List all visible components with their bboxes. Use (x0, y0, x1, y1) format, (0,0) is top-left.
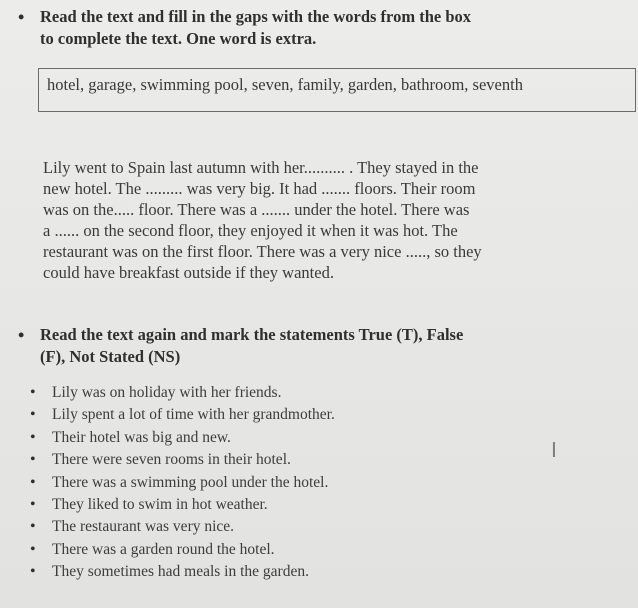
bullet-icon: • (30, 518, 36, 536)
passage-line: Lily went to Spain last autumn with her.......... . They stayed in the (43, 158, 479, 177)
passage-line: could have breakfast outside if they wanted. (43, 263, 334, 282)
statement-item (30, 382, 450, 404)
passage-line: a ...... on the second floor, they enjoyed it when it was hot. The (43, 221, 458, 240)
statement-item (30, 561, 450, 583)
text-cursor-icon: I (551, 438, 557, 462)
statement-text: Lily was on holiday with her friends. (52, 384, 282, 401)
passage-line: was on the..... floor. There was a ....... under the hotel. There was (43, 200, 470, 219)
statement-item (30, 494, 450, 516)
bullet-icon: • (30, 473, 36, 491)
passage-line: restaurant was on the first floor. There was a very nice ....., so they (43, 242, 482, 261)
task2-instruction-line1: Read the text again and mark the statements True (T), False (40, 325, 464, 344)
statement-text: There was a swimming pool under the hotel. (52, 473, 329, 491)
bullet-icon: • (30, 540, 36, 558)
statement-item (30, 539, 450, 561)
statement-text: There was a garden round the hotel. (52, 540, 275, 558)
statement-item (30, 472, 450, 494)
task1-bullet: • (18, 7, 25, 27)
statement-item (30, 449, 450, 471)
task2-instruction-line2: (F), Not Stated (NS) (40, 347, 181, 366)
statement-text: The restaurant was very nice. (52, 518, 235, 536)
word-box: hotel, garage, swimming pool, seven, family, garden, bathroom, seventh (38, 68, 636, 112)
bullet-icon: • (30, 406, 36, 424)
bullet-icon: • (30, 384, 36, 401)
task2-bullet: • (18, 325, 25, 345)
statements-list (30, 382, 450, 584)
statement-text: Lily spent a lot of time with her grandmother. (52, 406, 335, 424)
gap-fill-passage (43, 157, 563, 283)
statement-text: They sometimes had meals in the garden. (52, 563, 309, 581)
bullet-icon: • (30, 451, 36, 469)
statement-text: They liked to swim in hot weather. (52, 496, 268, 514)
bullet-icon: • (30, 563, 36, 581)
statement-item (30, 427, 450, 449)
statement-item (30, 404, 450, 426)
statement-text: There were seven rooms in their hotel. (52, 451, 291, 469)
task1-instruction-line2: to complete the text. One word is extra. (40, 29, 317, 48)
statement-item (30, 516, 450, 538)
bullet-icon: • (30, 428, 36, 446)
bullet-icon: • (30, 496, 36, 514)
passage-line: new hotel. The ......... was very big. It had ....... floors. Their room (43, 179, 476, 198)
task1-instruction-line1: Read the text and fill in the gaps with the words from the box (40, 7, 471, 26)
statement-text: Their hotel was big and new. (52, 428, 231, 446)
